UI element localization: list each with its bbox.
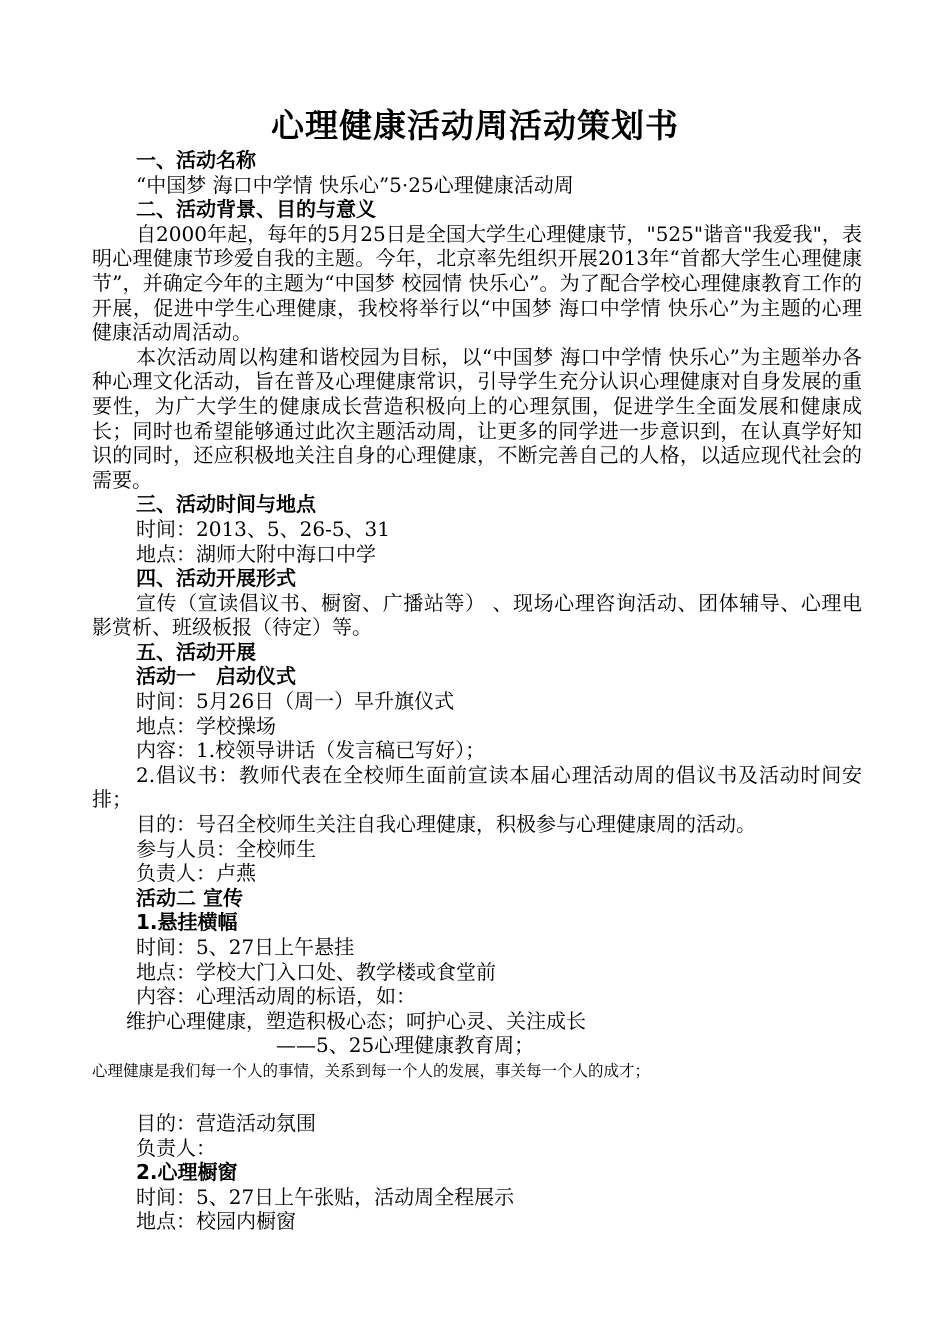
format-text: 宣传（宣读倡议书、橱窗、广播站等） 、现场心理咨询活动、团体辅导、心理电影赏析、班级板报（待定）等。 [92, 590, 862, 640]
event-time: 时间：2013、5、26-5、31 [136, 516, 391, 541]
background-paragraph-2: 本次活动周以构建和谐校园为目标，以“中国梦 海口中学情 快乐心”为主题举办各种心理文化活动，旨在普及心理健康常识，引导学生充分认识心理健康对自身发展的重要性，为广大学生的健康成长营造积极向上的心理氛围，促进学生全面发展和健康成长；同时也希望能够通过此次主题活动周，让更多的同学进一步意识到，在认真学好知识的同时，还应积极地关注自身的心理健康，不断完善自己的人格，以适应现代社会的需要。 [92, 344, 862, 492]
activity-2-banner-purpose: 目的：营造活动氛围 [136, 1110, 316, 1135]
activity-1-content-2: 2.倡议书：教师代表在全校师生面前宣读本届心理活动周的倡议书及活动时间安排； [92, 762, 862, 812]
activity-2-banner-owner: 负责人： [136, 1135, 216, 1160]
activity-2-banner-place: 地点：学校大门入口处、教学楼或食堂前 [136, 959, 496, 984]
document-title: 心理健康活动周活动策划书 [271, 106, 679, 145]
section-heading-activity-name: 一、活动名称 [136, 148, 256, 172]
activity-2-banner-content: 内容：心理活动周的标语，如： [136, 984, 416, 1009]
background-paragraph-1: 自2000年起，每年的5月25日是全国大学生心理健康节，"525"谐音"我爱我"，表明心理健康节珍爱自我的主题。今年，北京率先组织开展2013年“首都大学生心理健康节”，并确定今年的主题为“中国梦 校园情 快乐心”。为了配合学校心理健康教育工作的开展，促进中学生心理健康，我校将举行以“中国梦 海口中学情 快乐心”为主题的心理健康活动周活动。 [92, 221, 862, 345]
activity-1-participants: 参与人员：全校师生 [136, 836, 316, 861]
activity-2-banner-heading: 1.悬挂横幅 [136, 910, 238, 935]
activity-2-heading: 活动二 宣传 [136, 885, 243, 910]
activity-2-window-place: 地点：校园内橱窗 [136, 1209, 296, 1234]
section-heading-time-place: 三、活动时间与地点 [136, 492, 316, 517]
activity-1-owner: 负责人：卢燕 [136, 861, 256, 886]
event-place: 地点：湖师大附中海口中学 [136, 541, 376, 566]
slogan-1-source: ——5、25心理健康教育周； [276, 1033, 535, 1058]
activity-1-purpose: 目的：号召全校师生关注自我心理健康，积极参与心理健康周的活动。 [136, 812, 756, 837]
section-heading-format: 四、活动开展形式 [136, 566, 296, 591]
activity-2-banner-time: 时间：5、27日上午悬挂 [136, 935, 355, 959]
activity-1-heading: 活动一 启动仪式 [136, 664, 296, 689]
slogan-1: 维护心理健康，塑造积极心态；呵护心灵、关注成长 [126, 1008, 586, 1033]
slogan-2: 心理健康是我们每一个人的事情，关系到每一个人的发展，事关每一个人的成才； [92, 1061, 651, 1080]
activity-2-window-heading: 2.心理橱窗 [136, 1160, 238, 1185]
document-body [92, 148, 862, 1234]
activity-name-text: “中国梦 海口中学情 快乐心”5·25心理健康活动周 [136, 172, 574, 197]
activity-1-place: 地点：学校操场 [136, 713, 276, 738]
section-heading-background: 二、活动背景、目的与意义 [136, 197, 376, 222]
activity-1-time: 时间：5月26日（周一）早升旗仪式 [136, 689, 455, 714]
activity-1-content: 内容：1.校领导讲话（发言稿已写好）； [136, 738, 486, 763]
activity-2-window-time: 时间：5、27日上午张贴，活动周全程展示 [136, 1184, 515, 1209]
blank-line [92, 1084, 862, 1111]
section-heading-activities: 五、活动开展 [136, 639, 256, 664]
